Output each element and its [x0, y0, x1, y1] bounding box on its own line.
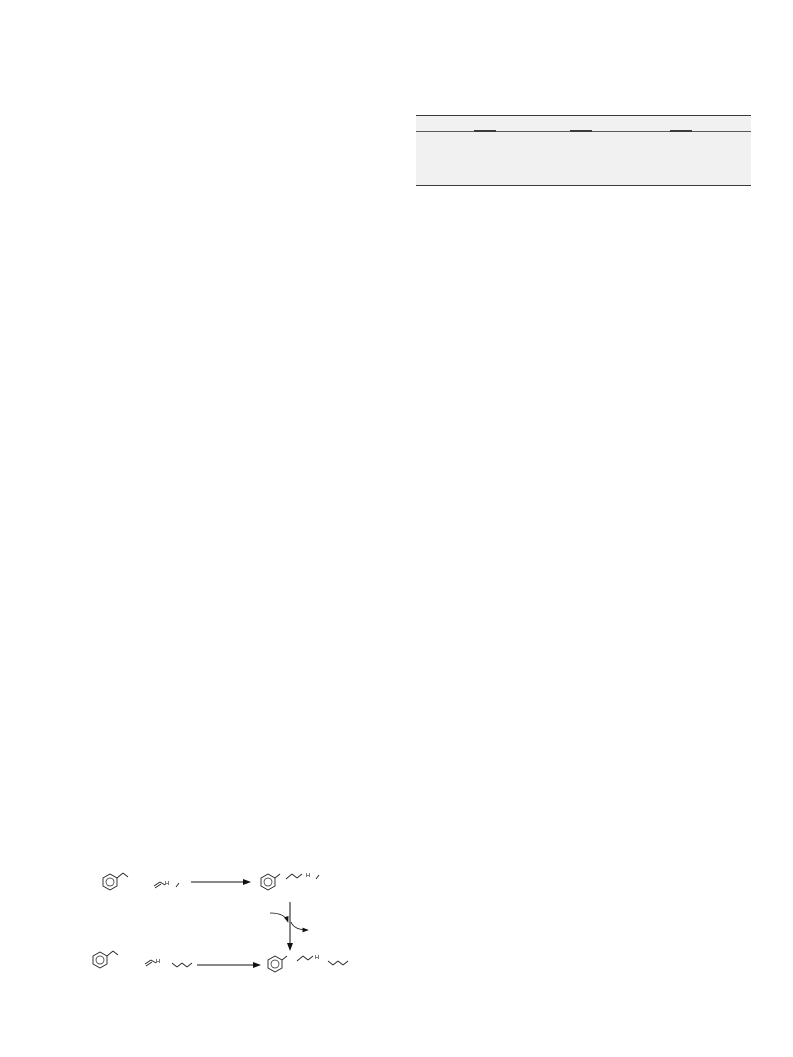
alkene-structure [154, 881, 179, 888]
toluene-structure [103, 873, 128, 890]
column-spanner-rule [474, 130, 496, 132]
hydrogen-label: H [165, 881, 169, 887]
product-structure [261, 873, 319, 890]
table-bottom-rule [416, 185, 751, 186]
curved-arrow-out [291, 922, 308, 930]
hydrogen-label: H [315, 955, 319, 961]
hydrogen-label: H [156, 959, 160, 965]
alkene-structure [145, 959, 192, 967]
column-spanner-rule [670, 130, 692, 132]
data-table [416, 115, 751, 186]
column-spanner-rule [570, 130, 592, 132]
reaction-scheme [80, 860, 370, 985]
product-structure [268, 955, 348, 972]
toluene-structure [93, 951, 118, 968]
table-body-shading [416, 116, 751, 186]
curved-arrow-in [270, 913, 288, 922]
hydrogen-label: H [306, 873, 310, 879]
reaction-scheme-drawing [80, 860, 370, 985]
table-top-rule [416, 115, 751, 116]
